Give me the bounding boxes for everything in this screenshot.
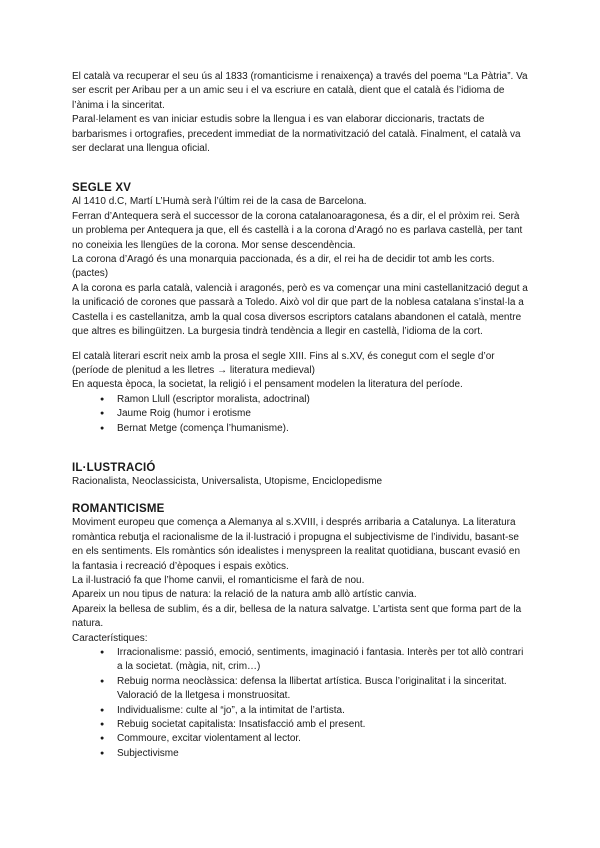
romanticisme-paragraph-4: Apareix la bellesa de sublim, és a dir, bellesa de la natura salvatge. L’artista sent que forma part de la natura.: [72, 603, 522, 630]
list-item: ● Ramon Llull (escriptor moralista, adoctrinal): [117, 393, 530, 407]
list-item: ● Subjectivisme: [117, 747, 530, 761]
list-item: ● Jaume Roig (humor i erotisme: [117, 407, 530, 421]
segle-xv-paragraph-2: Ferran d’Antequera serà el successor de la corona catalanoaragonesa, és a dir, el el pròxim rei. Serà un problema per Antequera ja que, ell és castellà i a la corona d’Aragó no es parlava castellà, per tant no coneixia les llengües de la corona. Mor sense descendència.: [72, 210, 523, 251]
list-item: ● Irracionalisme: passió, emoció, sentiments, imaginació i fantasia. Interès per tot allò contrari a la societat. (màgia, nit, crim…): [117, 646, 530, 675]
authors-list: [72, 393, 530, 436]
section-heading-segle-xv: SEGLE XV: [72, 182, 132, 195]
list-item: ● Rebuig norma neoclàssica: defensa la llibertat artística. Busca l’originalitat i la sinceritat. Valoració de la lletgesa i monstruositat.: [117, 675, 530, 704]
section-heading-romanticisme: ROMANTICISME: [72, 503, 165, 516]
romanticisme-paragraph-2: La il·lustració fa que l’home canvii, el romanticisme el farà de nou.: [72, 574, 365, 586]
romanticisme-paragraph-5: Característiques:: [72, 632, 148, 644]
list-item: ● Rebuig societat capitalista: Insatisfacció amb el present.: [117, 718, 530, 732]
segle-xv-paragraph-5: El català literari escrit neix amb la prosa el segle XIII. Fins al s.XV, és conegut com el segle d’or (període de plenitud a les lletres → literatura medieval): [72, 350, 495, 376]
romanticisme-section: [72, 502, 530, 761]
intro-section: [72, 70, 530, 156]
romanticisme-paragraph-1: Moviment europeu que comença a Alemanya al s.XVIII, i després arribaria a Catalunya. La literatura romàntica rebutja el racionalisme de la il·lustració i propugna el subjectivisme de l’individu, basant-se en els sentiments. Els romàntics són idealistes i menyspreen la realitat quotidiana, buscant evasió en la fantasia i recreació d’èpoques i espais exòtics.: [72, 517, 521, 572]
romanticisme-paragraph-3: Apareix un nou tipus de natura: la relació de la natura amb allò artístic canvia.: [72, 589, 417, 601]
intro-paragraph-1: El català va recuperar el seu ús al 1833 (romanticisme i renaixença) a través del poema “La Pàtria”. Va ser escrit per Aribau per a un amic seu i el va escriure en català, dient que el català és l’idioma de l’ànima i la sinceritat.: [72, 71, 528, 111]
illustracio-paragraph-1: Racionalista, Neoclassicista, Universalista, Utopisme, Enciclopedisme: [72, 475, 383, 487]
segle-xv-paragraph-6: En aquesta època, la societat, la religió i el pensament modelen la literatura del període.: [72, 379, 463, 391]
section-heading-illustracio: IL·LUSTRACIÓ: [72, 461, 156, 474]
illustracio-section: [72, 461, 530, 489]
list-item: ● Individualisme: culte al “jo”, a la intimitat de l’artista.: [117, 704, 530, 718]
segle-xv-paragraph-4: A la corona es parla català, valencià i aragonés, però es va començar una mini castellanització degut a la unificació de corones que passarà a Toledo. Això vol dir que part de la noblesa catalana s’instal·la a Castella i es castellanitza, amb la qual cosa diversos escriptors catalans abandonen el català, mentre que altres es bilingüitzen. La burgesia tindrà tendència a llegir en castellà, l’idioma de la cort.: [72, 282, 528, 338]
list-item: ● Bernat Metge (comença l’humanisme).: [117, 422, 530, 436]
segle-xv-paragraph-3: La corona d’Aragó és una monarquia paccionada, és a dir, el rei ha de decidir tot amb les corts. (pactes): [72, 254, 495, 280]
features-list: [72, 646, 530, 761]
segle-xv-section: [72, 181, 530, 436]
segle-xv-paragraph-1: Al 1410 d.C, Martí L’Humà serà l’últim rei de la casa de Barcelona.: [72, 196, 367, 208]
intro-paragraph-2: Paral·lelament es van iniciar estudis sobre la llengua i es van elaborar diccionaris, tractats de barbarismes i ortografies, precedent immediat de la normativització del català. Finalment, el català va ser declarat una llengua oficial.: [72, 114, 521, 155]
list-item: ● Commoure, excitar violentament al lector.: [117, 732, 530, 746]
